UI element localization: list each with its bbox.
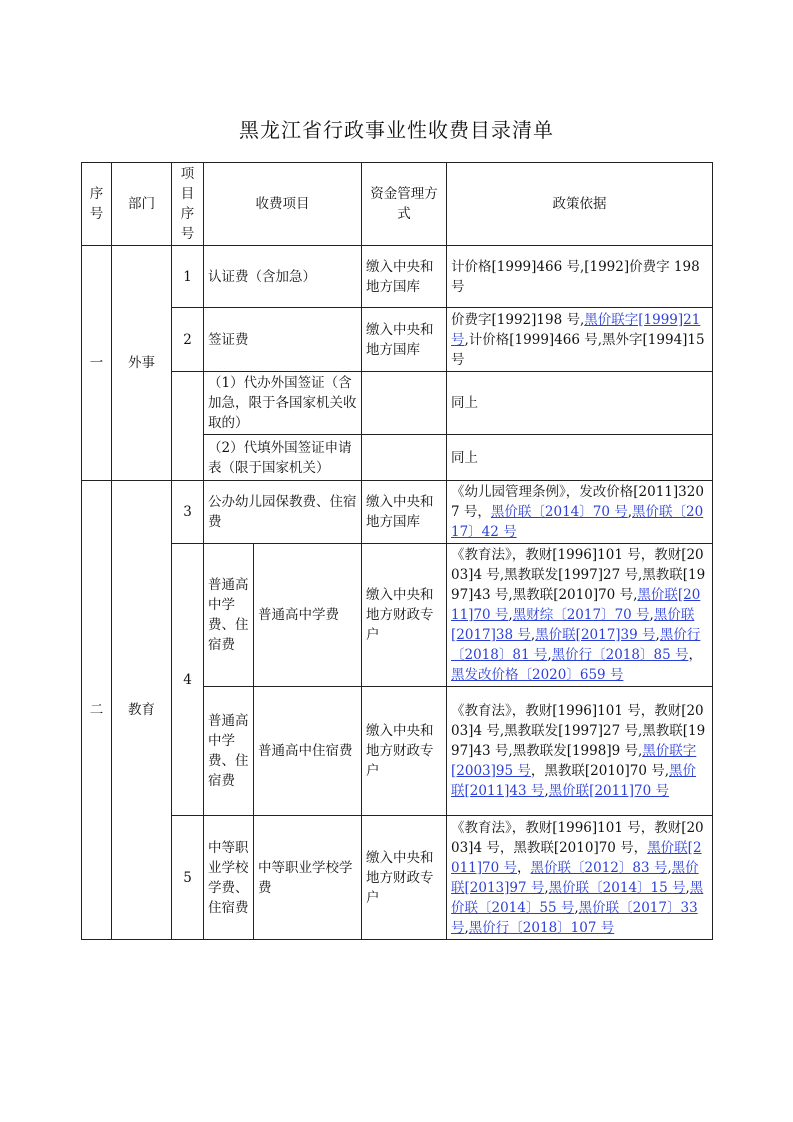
policy-text: 价费字[1992]198 号, [451,311,585,328]
policy-doc-link[interactable]: 黑价联字[1999]21 号 [451,311,701,348]
policy-text: , [649,607,654,623]
fund-method: 缴入中央和地方国库 [362,308,447,372]
table-row [82,372,713,435]
fee-item: 普通高中学费 [254,544,362,687]
fund-method: 缴入中央和地方财政专户 [362,816,447,940]
section-dept: 教育 [112,481,172,940]
item-number: 3 [172,481,204,544]
item-number-empty [172,372,204,481]
policy-basis [447,687,713,816]
fee-category: 中等职业学校学费、住宿费 [204,816,254,940]
policy-text: ，黑教联[2010]70 号, [530,763,670,779]
policy-doc-link[interactable]: 黑价联〔2014〕55 号 [451,879,704,916]
policy-text: 《教育法》，教财[1996]101 号，教财[2003]4 号,黑教联发[1997]27 号,黑教联[1997]43 号,黑教联[2010]70 号, [451,547,706,603]
table-header-row [82,163,713,246]
policy-doc-link[interactable]: 黑价联[2011]43 号 [451,763,697,799]
fee-category: 普通高中学费、住宿费 [204,544,254,687]
policy-doc-link[interactable]: 黑价联〔2014〕70 号 [490,504,628,520]
policy-doc-link[interactable]: 黑价联[2013]97 号 [451,859,699,896]
fund-method-empty [362,372,447,435]
policy-text: , [464,919,469,936]
item-number: 4 [172,544,204,816]
item-number: 2 [172,308,204,372]
policy-text: 《教育法》，教财[1996]101 号，教财[2003]4 号,黑教联发[1997]27 号,黑教联[1997]43 号,黑教联发[1998]9 号, [451,703,706,759]
policy-text: ， [517,859,531,876]
fund-method: 缴入中央和地方国库 [362,246,447,308]
policy-doc-link[interactable]: 黑价联〔2017〕42 号 [451,504,704,540]
section-seq: 二 [82,481,112,940]
policy-basis [447,544,713,687]
header-seq: 序号 [82,163,112,246]
table-row [82,308,713,372]
fund-method-empty [362,435,447,481]
fee-subitem: （2）代填外国签证申请表（限于国家机关） [204,435,362,481]
policy-doc-link[interactable]: 黑价行〔2018〕85 号 [551,647,689,663]
policy-doc-link[interactable]: 黑发改价格〔2020〕659 号 [451,667,624,683]
page-title: 黑龙江省行政事业性收费目录清单 [239,118,554,142]
fund-method: 缴入中央和地方国库 [362,481,447,544]
fee-catalog-table [81,162,713,940]
policy-doc-link[interactable]: 黑价联[2011]70 号 [451,839,702,876]
policy-doc-link[interactable]: 黑财综〔2017〕70 号 [512,607,650,623]
table-row [82,544,713,687]
fee-item: 公办幼儿园保教费、住宿费 [204,481,362,544]
policy-text: ， [688,647,702,663]
policy-doc-link[interactable]: 黑价联〔2012〕83 号 [530,859,668,876]
policy-text: , [544,879,549,896]
fee-item: 认证费（含加急） [204,246,362,308]
policy-text: , [547,647,552,663]
policy-doc-link[interactable]: 黑价联字[2003]95 号 [451,743,697,779]
policy-text: , [667,859,672,876]
fee-item: 中等职业学校学费 [254,816,362,940]
policy-text: , [685,879,690,896]
header-basis: 政策依据 [447,163,713,246]
table-row [82,816,713,940]
policy-text: , [655,627,660,643]
policy-text: , [530,627,536,643]
policy-basis [447,481,713,544]
header-fund: 资金管理方式 [362,163,447,246]
policy-basis [447,246,713,308]
header-dept: 部门 [112,163,172,246]
table-row [82,246,713,308]
policy-doc-link[interactable]: 黑价联〔2014〕15 号 [548,879,686,896]
policy-basis: 同上 [447,435,713,481]
policy-basis [447,308,713,372]
policy-basis: 同上 [447,372,713,435]
policy-basis [447,816,713,940]
item-number: 5 [172,816,204,940]
fee-subitem: （1）代办外国签证（含加急，限于各国家机关收取的） [204,372,362,435]
header-item-seq: 项目序号 [172,163,204,246]
policy-text: 《教育法》，教财[1996]101 号，教财[2003]4 号，黑教联[2010]70 号， [451,819,704,856]
policy-doc-link[interactable]: 黑价联[2017]39 号 [535,627,656,643]
policy-doc-link[interactable]: 黑价行〔2018〕81 号 [451,627,701,663]
policy-text: , [627,504,633,520]
table-row [82,481,713,544]
policy-text: 计价格[1999]466 号,[1992]价费字 198 号 [451,258,700,295]
policy-text: , [544,783,549,799]
section-seq: 一 [82,246,112,481]
fee-item: 普通高中住宿费 [254,687,362,816]
fund-method: 缴入中央和地方财政专户 [362,544,447,687]
policy-doc-link[interactable]: 黑价联[2011]70 号 [548,783,670,799]
policy-text: ,计价格[1999]466 号,黑外字[1994]15 号 [451,331,705,368]
fee-category: 普通高中学费、住宿费 [204,687,254,816]
policy-doc-link[interactable]: 黑价联[2017]38 号 [451,607,695,643]
fund-method: 缴入中央和地方财政专户 [362,687,447,816]
item-number: 1 [172,246,204,308]
section-dept: 外事 [112,246,172,481]
header-item: 收费项目 [204,163,362,246]
fee-item: 签证费 [204,308,362,372]
policy-text: , [508,607,513,623]
policy-text: , [574,899,579,916]
policy-text: 《幼儿园管理条例》，发改价格[2011]3207 号， [451,484,704,520]
policy-doc-link[interactable]: 黑价联[2011]70 号 [451,587,701,623]
policy-doc-link[interactable]: 黑价行〔2018〕107 号 [468,919,615,936]
policy-doc-link[interactable]: 黑价联〔2017〕33 号 [451,899,698,936]
